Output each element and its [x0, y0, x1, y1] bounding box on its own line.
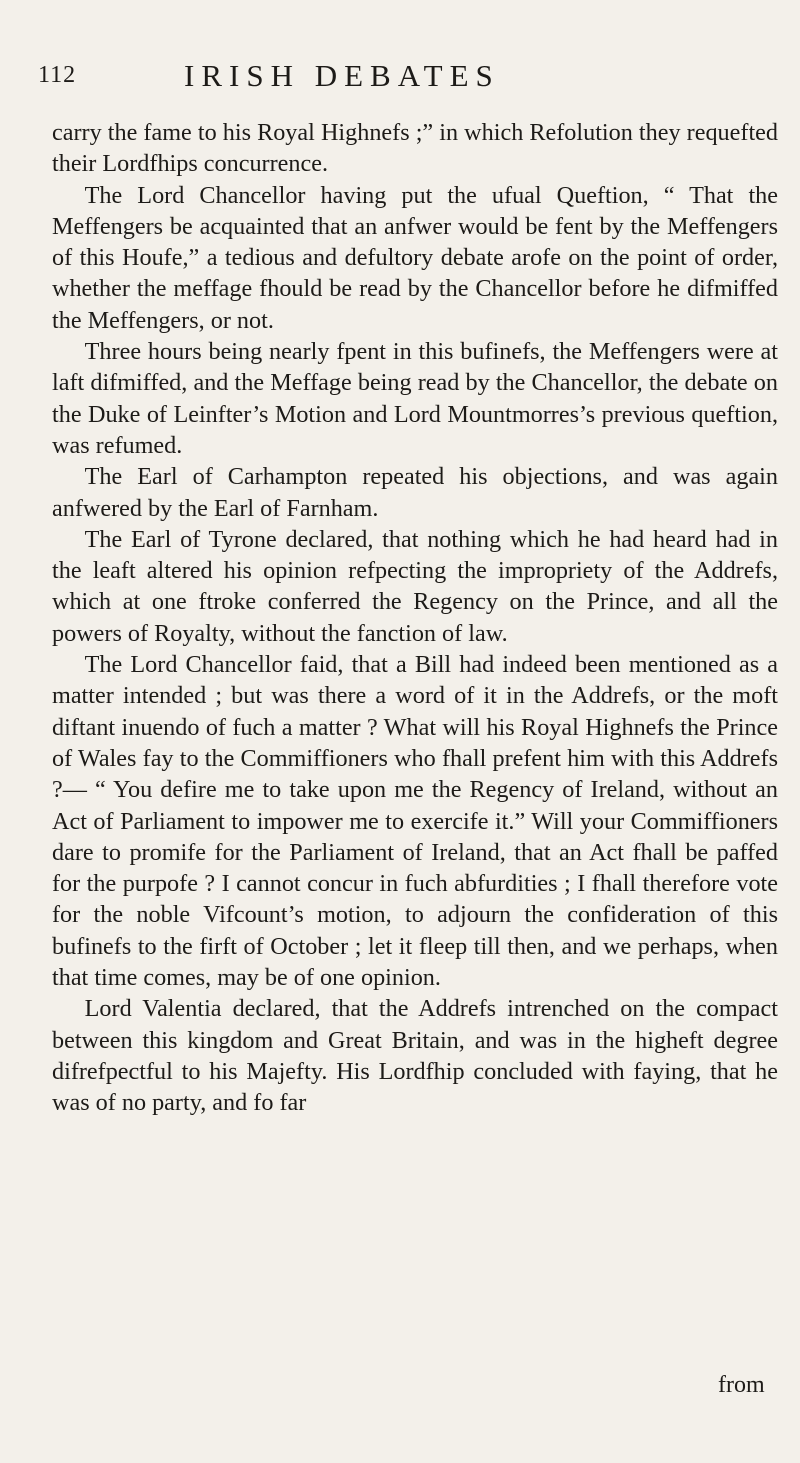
paragraph-5: The Earl of Tyrone declared, that nothing which he had heard had in the leaft altered his opinion refpecting the impropriety of the Addrefs, which at one ftroke conferred the Regency on the Prince, and all the powers of Royalty, without the fanction of law. — [52, 525, 778, 647]
paragraph-2: The Lord Chancellor having put the ufual Queftion, “ That the Meffengers be acquainted that an anfwer would be fent by the Meffengers of this Houfe,” a tedious and defultory debate arofe on the point of order, whether the meffage fhould be read by the Chancellor before he difmiffed the Meffengers, or not. — [52, 181, 778, 334]
paragraph-7: Lord Valentia declared, that the Addrefs intrenched on the compact between this kingdom and Great Britain, and was in the higheft degree difrefpectful to his Majefty. His Lordfhip concluded with faying, that he was of no party, and fo far — [52, 995, 778, 1117]
paragraph-6: The Lord Chancellor faid, that a Bill had indeed been mentioned as a matter intended ; but was there a word of it in the Addrefs, or the moft diftant inuendo of fuch a matter ? What will his Royal Highnefs the Prince of Wales fay to the Commiffioners who fhall prefent him with this Addrefs ?— “ You defire me to take upon me the Regency of Ireland, without an Act of Parliament to impower me to exercife it.” Will your Commiffioners dare to promife for the Parliament of Ireland, that an Act fhall be paffed for the purpofe ? I cannot concur in fuch abfurdities ; I fhall therefore vote for the noble Vifcount’s motion, to adjourn the confideration of this bufinefs to the firft of October ; let it fleep till then, and we perhaps, when that time comes, may be of one opinion. — [52, 651, 778, 992]
running-title: IRISH DEBATES — [184, 58, 500, 93]
body-text — [52, 117, 778, 1119]
paragraph-3: Three hours being nearly fpent in this bufinefs, the Meffengers were at laft difmiffed, and the Meffage being read by the Chancellor, the debate on the Duke of Leinfter’s Motion and Lord Mountmorres’s previous queftion, was refumed. — [52, 338, 778, 459]
catchword: from — [718, 1372, 765, 1398]
paragraph-1: carry the fame to his Royal Highnefs ;” in which Refolution they requefted their Lordfhips concurrence. — [52, 119, 778, 178]
page-header — [38, 58, 778, 98]
paragraph-4: The Earl of Carhampton repeated his objections, and was again anfwered by the Earl of Farnham. — [52, 463, 778, 522]
page-number: 112 — [38, 62, 77, 88]
